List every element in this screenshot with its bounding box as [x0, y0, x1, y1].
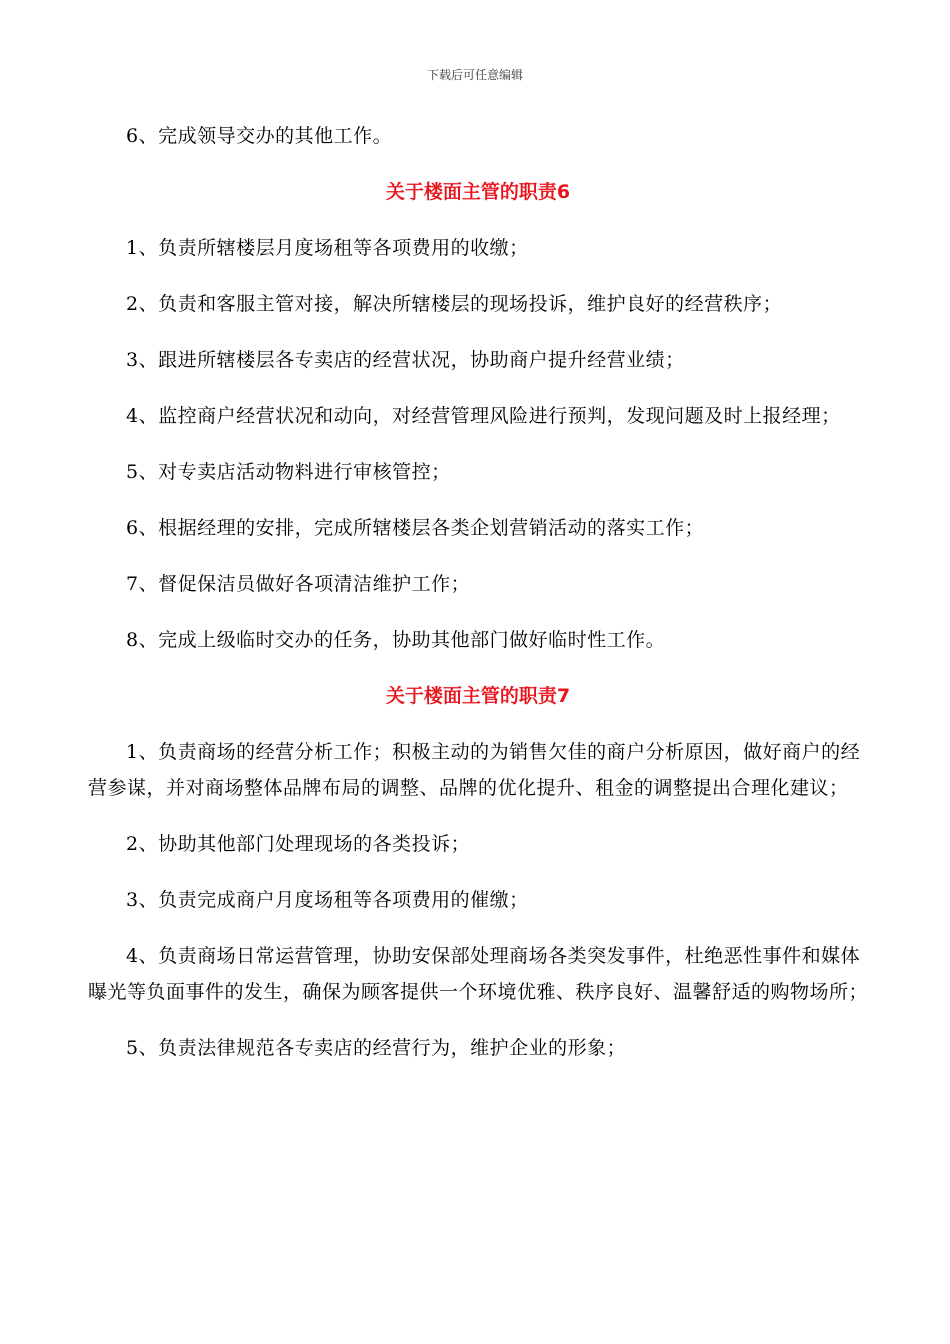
duty-item-6-4: 4、监控商户经营状况和动向，对经营管理风险进行预判，发现问题及时上报经理；: [126, 405, 841, 427]
section-duties-7: [88, 678, 868, 1066]
duty-item-6-1: 1、负责所辖楼层月度场租等各项费用的收缴；: [126, 237, 529, 259]
duty-item-7-5: 5、负责法律规范各专卖店的经营行为，维护企业的形象；: [126, 1037, 627, 1059]
duty-item-6-3: 3、跟进所辖楼层各专卖店的经营状况，协助商户提升经营业绩；: [126, 349, 685, 371]
duty-item-6-6: 6、根据经理的安排，完成所辖楼层各类企划营销活动的落实工作；: [126, 517, 705, 539]
section-duties-6: [88, 174, 868, 658]
duty-item-7-4: 4、负责商场日常运营管理，协助安保部处理商场各类突发事件，杜绝恶性事件和媒体曝光等负面事件的发生，确保为顾客提供一个环境优雅、秩序良好、温馨舒适的购物场所；: [88, 945, 869, 1003]
duty-item-6-7: 7、督促保洁员做好各项清洁维护工作；: [126, 573, 471, 595]
section-title-7: 关于楼面主管的职责7: [385, 685, 571, 707]
duty-item-6-8: 8、完成上级临时交办的任务，协助其他部门做好临时性工作。: [126, 629, 666, 651]
duty-item-7-1: 1、负责商场的经营分析工作；积极主动的为销售欠佳的商户分析原因，做好商户的经营参谋，并对商场整体品牌布局的调整、品牌的优化提升、租金的调整提出合理化建议；: [88, 741, 861, 799]
duty-item-7-2: 2、协助其他部门处理现场的各类投诉；: [126, 833, 471, 855]
section-title-6: 关于楼面主管的职责6: [385, 181, 571, 203]
duty-item-6-5: 5、对专卖店活动物料进行审核管控；: [126, 461, 451, 483]
duty-item-6-2: 2、负责和客服主管对接，解决所辖楼层的现场投诉，维护良好的经营秩序；: [126, 293, 783, 315]
page-header-note: 下载后可任意编辑: [426, 68, 523, 82]
document-body: [88, 118, 868, 1086]
duty-item-7-3: 3、负责完成商户月度场租等各项费用的催缴；: [126, 889, 529, 911]
intro-item: 6、完成领导交办的其他工作。: [126, 125, 393, 147]
